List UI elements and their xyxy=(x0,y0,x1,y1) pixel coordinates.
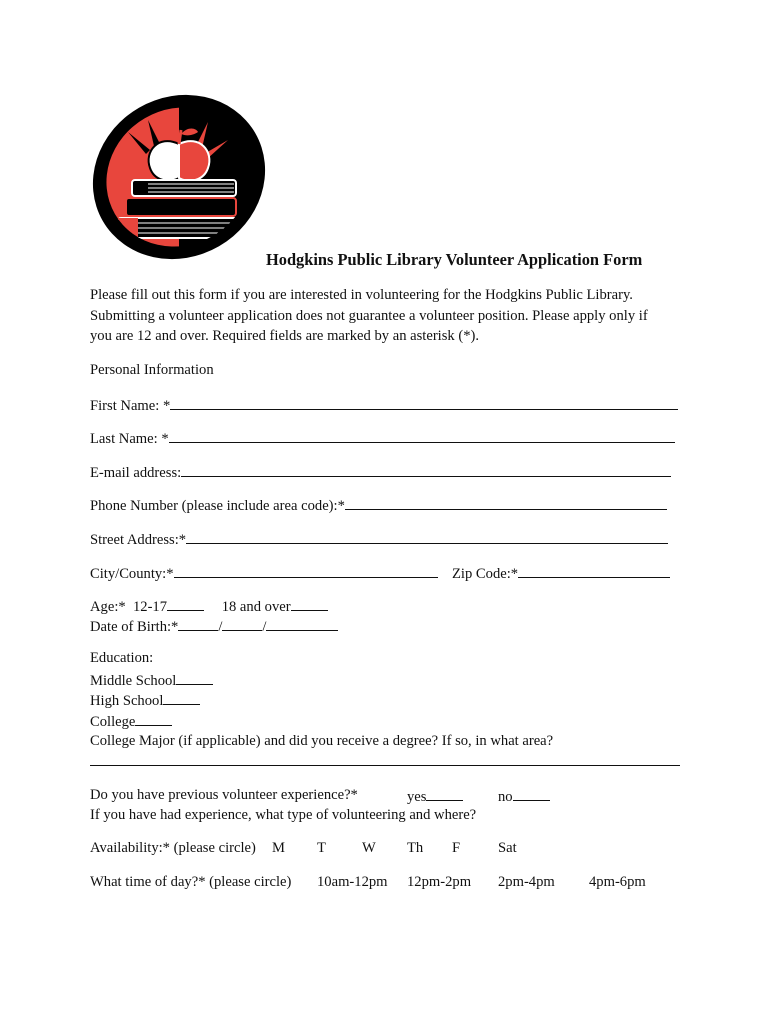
dob-label: Date of Birth:* xyxy=(90,619,179,635)
last-name-field[interactable] xyxy=(169,428,675,443)
age-label: Age:* xyxy=(90,599,126,615)
experience-yes-row xyxy=(407,786,463,806)
age-18-over-field[interactable] xyxy=(291,596,328,611)
day-tuesday[interactable]: T xyxy=(317,840,326,856)
dob-year-field[interactable] xyxy=(266,616,338,631)
email-row xyxy=(90,462,671,482)
day-saturday[interactable]: Sat xyxy=(498,840,517,856)
first-name-field[interactable] xyxy=(170,395,678,410)
college-row xyxy=(90,711,172,731)
zip-row xyxy=(452,563,670,583)
dob-month-field[interactable] xyxy=(178,616,218,631)
high-school-field[interactable] xyxy=(163,690,200,705)
time-slot-2pm-4pm[interactable]: 2pm-4pm xyxy=(498,874,555,890)
phone-label: Phone Number (please include area code):* xyxy=(90,498,345,514)
day-friday[interactable]: F xyxy=(452,840,461,856)
middle-school-label: Middle School xyxy=(90,673,177,689)
education-heading: Education: xyxy=(90,650,154,666)
first-name-label: First Name: * xyxy=(90,398,171,414)
intro-line-3: you are 12 and over. Required fields are marked by an asterisk (*). xyxy=(90,328,480,344)
middle-school-row xyxy=(90,670,213,690)
personal-heading: Personal Information xyxy=(90,362,214,378)
day-thursday[interactable]: Th xyxy=(407,840,424,856)
email-label: E-mail address: xyxy=(90,465,182,481)
day-wednesday[interactable]: W xyxy=(362,840,376,856)
zip-field[interactable] xyxy=(518,563,670,578)
experience-no-label: no xyxy=(498,789,513,805)
experience-followup: If you have had experience, what type of volunteering and where? xyxy=(90,807,477,823)
experience-yes-label: yes xyxy=(407,789,427,805)
dob-row: Date of Birth:* / / xyxy=(90,616,338,636)
college-field[interactable] xyxy=(135,711,172,726)
availability-label: Availability:* (please circle) xyxy=(90,840,256,856)
last-name-label: Last Name: * xyxy=(90,431,169,447)
age-option-12-17: 12-17 xyxy=(132,599,168,615)
city-field[interactable] xyxy=(174,563,438,578)
intro-line-2: Submitting a volunteer application does not guarantee a volunteer position. Please apply only if xyxy=(90,308,648,324)
email-field[interactable] xyxy=(181,462,671,477)
street-field[interactable] xyxy=(186,529,668,544)
form-title: Hodgkins Public Library Volunteer Application Form xyxy=(266,250,643,269)
high-school-label: High School xyxy=(90,693,164,709)
experience-yes-field[interactable] xyxy=(426,786,463,801)
high-school-row xyxy=(90,690,200,710)
age-12-17-field[interactable] xyxy=(167,596,204,611)
time-slot-12pm-2pm[interactable]: 12pm-2pm xyxy=(407,874,472,890)
street-label: Street Address:* xyxy=(90,532,187,548)
experience-no-row xyxy=(498,786,550,806)
college-major-question: College Major (if applicable) and did you receive a degree? If so, in what area? xyxy=(90,733,554,749)
last-name-row xyxy=(90,428,675,448)
experience-no-field[interactable] xyxy=(513,786,550,801)
time-slot-10am-12pm[interactable]: 10am-12pm xyxy=(317,874,388,890)
college-label: College xyxy=(90,714,136,730)
city-label: City/County:* xyxy=(90,566,174,582)
city-row xyxy=(90,563,438,583)
middle-school-field[interactable] xyxy=(176,670,213,685)
zip-label: Zip Code:* xyxy=(452,566,519,582)
time-of-day-label: What time of day?* (please circle) xyxy=(90,874,292,890)
age-option-18-over: 18 and over xyxy=(221,599,291,615)
books-apple-logo xyxy=(88,92,270,262)
college-major-field[interactable] xyxy=(90,750,680,766)
experience-question: Do you have previous volunteer experience?* xyxy=(90,787,358,803)
street-row xyxy=(90,529,668,549)
phone-field[interactable] xyxy=(345,495,667,510)
day-monday[interactable]: M xyxy=(272,840,285,856)
age-row xyxy=(90,596,328,616)
intro-line-1: Please fill out this form if you are interested in volunteering for the Hodgkins Public Library. xyxy=(90,287,633,303)
dob-day-field[interactable] xyxy=(222,616,262,631)
phone-row xyxy=(90,495,667,515)
first-name-row xyxy=(90,395,678,415)
time-slot-4pm-6pm[interactable]: 4pm-6pm xyxy=(589,874,646,890)
